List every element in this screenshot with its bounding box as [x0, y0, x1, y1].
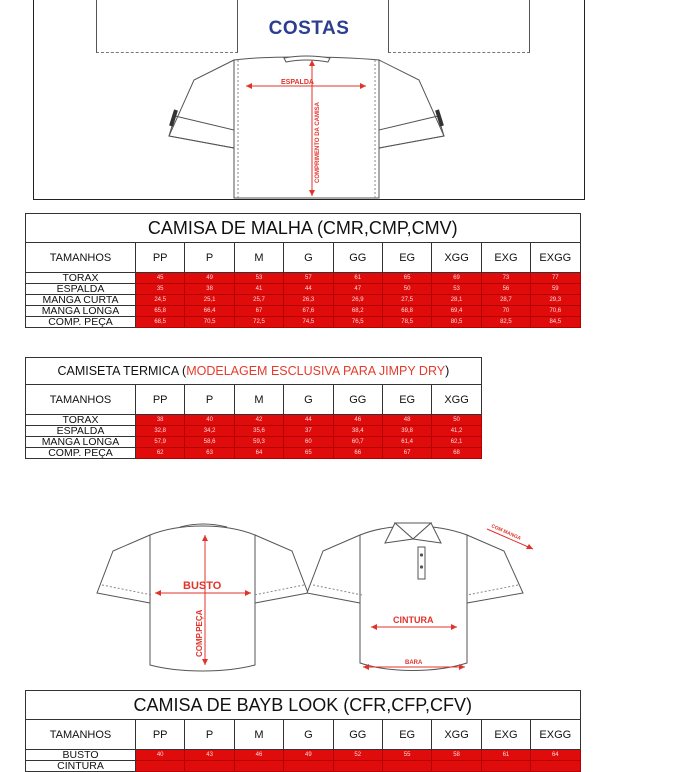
cell: 62,1 — [432, 437, 481, 448]
row-label: MANGA LONGA — [26, 437, 136, 448]
cell: 65 — [382, 273, 431, 284]
cell: 67 — [382, 448, 431, 459]
cell: 74,5 — [284, 317, 333, 328]
cell: 55 — [382, 750, 431, 761]
size-header: XGG — [432, 720, 481, 750]
table-camisa-baby-look — [25, 690, 581, 772]
row-label: ESPALDA — [26, 284, 136, 295]
cell: 68,5 — [136, 317, 185, 328]
size-header: M — [234, 385, 283, 415]
size-header: EXG — [481, 720, 530, 750]
row-label: ESPALDA — [26, 426, 136, 437]
barra-label: BARA — [405, 660, 423, 666]
cell: 47 — [333, 284, 382, 295]
size-header: EXGG — [531, 720, 580, 750]
cell: 61 — [333, 273, 382, 284]
cell: 52 — [333, 750, 382, 761]
row-label: MANGA CURTA — [26, 295, 136, 306]
cell: 46 — [234, 750, 283, 761]
cell: 65 — [284, 448, 333, 459]
cell: 67 — [234, 306, 283, 317]
table-row — [26, 426, 482, 437]
cell: 50 — [382, 284, 431, 295]
cell: 48 — [382, 415, 431, 426]
cell: 25,1 — [185, 295, 234, 306]
cell: 77 — [531, 273, 580, 284]
cell: 68,2 — [333, 306, 382, 317]
cell: 64 — [234, 448, 283, 459]
header-label: TAMANHOS — [26, 243, 136, 273]
size-header: EG — [382, 243, 431, 273]
busto-label: BUSTO — [183, 580, 222, 592]
cell: 40 — [185, 415, 234, 426]
size-header: G — [284, 720, 333, 750]
cell: 66,4 — [185, 306, 234, 317]
header-label: TAMANHOS — [26, 720, 136, 750]
cell: 70,6 — [531, 306, 580, 317]
cell: 29,3 — [531, 295, 580, 306]
cell: 41 — [234, 284, 283, 295]
shirt-back-illustration — [34, 0, 586, 200]
size-header: XGG — [432, 243, 481, 273]
cell: 28,7 — [481, 295, 530, 306]
cell: 37 — [284, 426, 333, 437]
cintura-label: CINTURA — [393, 615, 434, 625]
cell: 27,5 — [382, 295, 431, 306]
table-title: CAMISETA TERMICA (MODELAGEM ESCLUSIVA PARA JIMPY DRY) — [26, 358, 482, 385]
cell: 25,7 — [234, 295, 283, 306]
cell: 49 — [284, 750, 333, 761]
size-header: EG — [382, 720, 431, 750]
table-row — [26, 415, 482, 426]
size-header-row — [26, 243, 581, 273]
size-header: GG — [333, 720, 382, 750]
table-row — [26, 273, 581, 284]
cell: 61,4 — [382, 437, 431, 448]
cell: 26,9 — [333, 295, 382, 306]
row-label: TORAX — [26, 273, 136, 284]
cell: 69 — [432, 273, 481, 284]
cell: 38 — [185, 284, 234, 295]
womens-shirt-diagram — [95, 515, 540, 675]
cell: 76,5 — [333, 317, 382, 328]
view-label: COSTAS — [268, 18, 350, 39]
comprimento-label: COMPRIMENTO DA CAMISA — [315, 102, 321, 183]
cell: 49 — [185, 273, 234, 284]
cell: 78,5 — [382, 317, 431, 328]
cell: 50 — [432, 415, 481, 426]
cell: 43 — [185, 750, 234, 761]
cell: 73 — [481, 273, 530, 284]
cell: 46 — [333, 415, 382, 426]
table-camiseta-termica — [25, 357, 482, 459]
size-header: EXG — [481, 243, 530, 273]
cell: 28,1 — [432, 295, 481, 306]
cell: 58,6 — [185, 437, 234, 448]
cell: 44 — [284, 284, 333, 295]
table-row — [26, 437, 482, 448]
size-header: PP — [136, 385, 185, 415]
size-header: PP — [136, 243, 185, 273]
cell: 61 — [481, 750, 530, 761]
size-header-row — [26, 720, 581, 750]
cell: 80,5 — [432, 317, 481, 328]
cell: 70 — [481, 306, 530, 317]
cell: 53 — [432, 284, 481, 295]
row-label: TORAX — [26, 415, 136, 426]
row-label: BUSTO — [26, 750, 136, 761]
size-header: G — [284, 385, 333, 415]
cell: 84,5 — [531, 317, 580, 328]
cell: 56 — [481, 284, 530, 295]
cell: 63 — [185, 448, 234, 459]
espalda-label: ESPALDA — [281, 79, 314, 86]
cell: 67,6 — [284, 306, 333, 317]
cell: 62 — [136, 448, 185, 459]
table-row — [26, 295, 581, 306]
cell: 82,5 — [481, 317, 530, 328]
size-header: GG — [333, 243, 382, 273]
cell: 57 — [284, 273, 333, 284]
cell: 58 — [432, 750, 481, 761]
size-header: PP — [136, 720, 185, 750]
table-row — [26, 306, 581, 317]
header-label: TAMANHOS — [26, 385, 136, 415]
cell: 44 — [284, 415, 333, 426]
table-row — [26, 317, 581, 328]
cell: 26,3 — [284, 295, 333, 306]
size-header: GG — [333, 385, 382, 415]
cell: 24,5 — [136, 295, 185, 306]
table-title: CAMISA DE MALHA (CMR,CMP,CMV) — [26, 214, 581, 243]
cell: 38,4 — [333, 426, 382, 437]
cell: 35 — [136, 284, 185, 295]
cell: 45 — [136, 273, 185, 284]
table-row — [26, 750, 581, 761]
cell: 68 — [432, 448, 481, 459]
cell: 72,5 — [234, 317, 283, 328]
cell: 42 — [234, 415, 283, 426]
shirt-back-diagram — [33, 0, 585, 200]
cell: 38 — [136, 415, 185, 426]
title-highlight: MODELAGEM ESCLUSIVA PARA JIMPY DRY — [186, 364, 446, 378]
cell: 39,8 — [382, 426, 431, 437]
size-header: P — [185, 720, 234, 750]
womens-shirt-illustration — [95, 515, 540, 675]
com-manga-label: COM MANGA — [490, 523, 522, 542]
size-header: P — [185, 385, 234, 415]
table-row — [26, 448, 482, 459]
size-header: M — [234, 720, 283, 750]
comp-peca-label: COMP.PEÇA — [195, 609, 204, 657]
cell: 59,3 — [234, 437, 283, 448]
size-header: G — [284, 243, 333, 273]
cell: 60 — [284, 437, 333, 448]
size-header-row — [26, 385, 482, 415]
cell: 69,4 — [432, 306, 481, 317]
table-camisa-malha — [25, 213, 581, 328]
cell: 40 — [136, 750, 185, 761]
cell: 60,7 — [333, 437, 382, 448]
table-row — [26, 284, 581, 295]
cell: 53 — [234, 273, 283, 284]
row-label: MANGA LONGA — [26, 306, 136, 317]
row-label: COMP. PEÇA — [26, 317, 136, 328]
cell: 70,5 — [185, 317, 234, 328]
cell: 66 — [333, 448, 382, 459]
size-header: P — [185, 243, 234, 273]
cell: 34,2 — [185, 426, 234, 437]
cell: 65,8 — [136, 306, 185, 317]
cell: 68,8 — [382, 306, 431, 317]
cell: 35,6 — [234, 426, 283, 437]
size-header: XGG — [432, 385, 481, 415]
size-header: M — [234, 243, 283, 273]
cell: 59 — [531, 284, 580, 295]
cell: 41,2 — [432, 426, 481, 437]
cell: 32,8 — [136, 426, 185, 437]
row-label: CINTURA — [26, 761, 136, 772]
row-label: COMP. PEÇA — [26, 448, 136, 459]
size-header: EG — [382, 385, 431, 415]
table-title: CAMISA DE BAYB LOOK (CFR,CFP,CFV) — [26, 691, 581, 720]
cell: 57,9 — [136, 437, 185, 448]
size-header: EXGG — [531, 243, 580, 273]
cell: 64 — [531, 750, 580, 761]
